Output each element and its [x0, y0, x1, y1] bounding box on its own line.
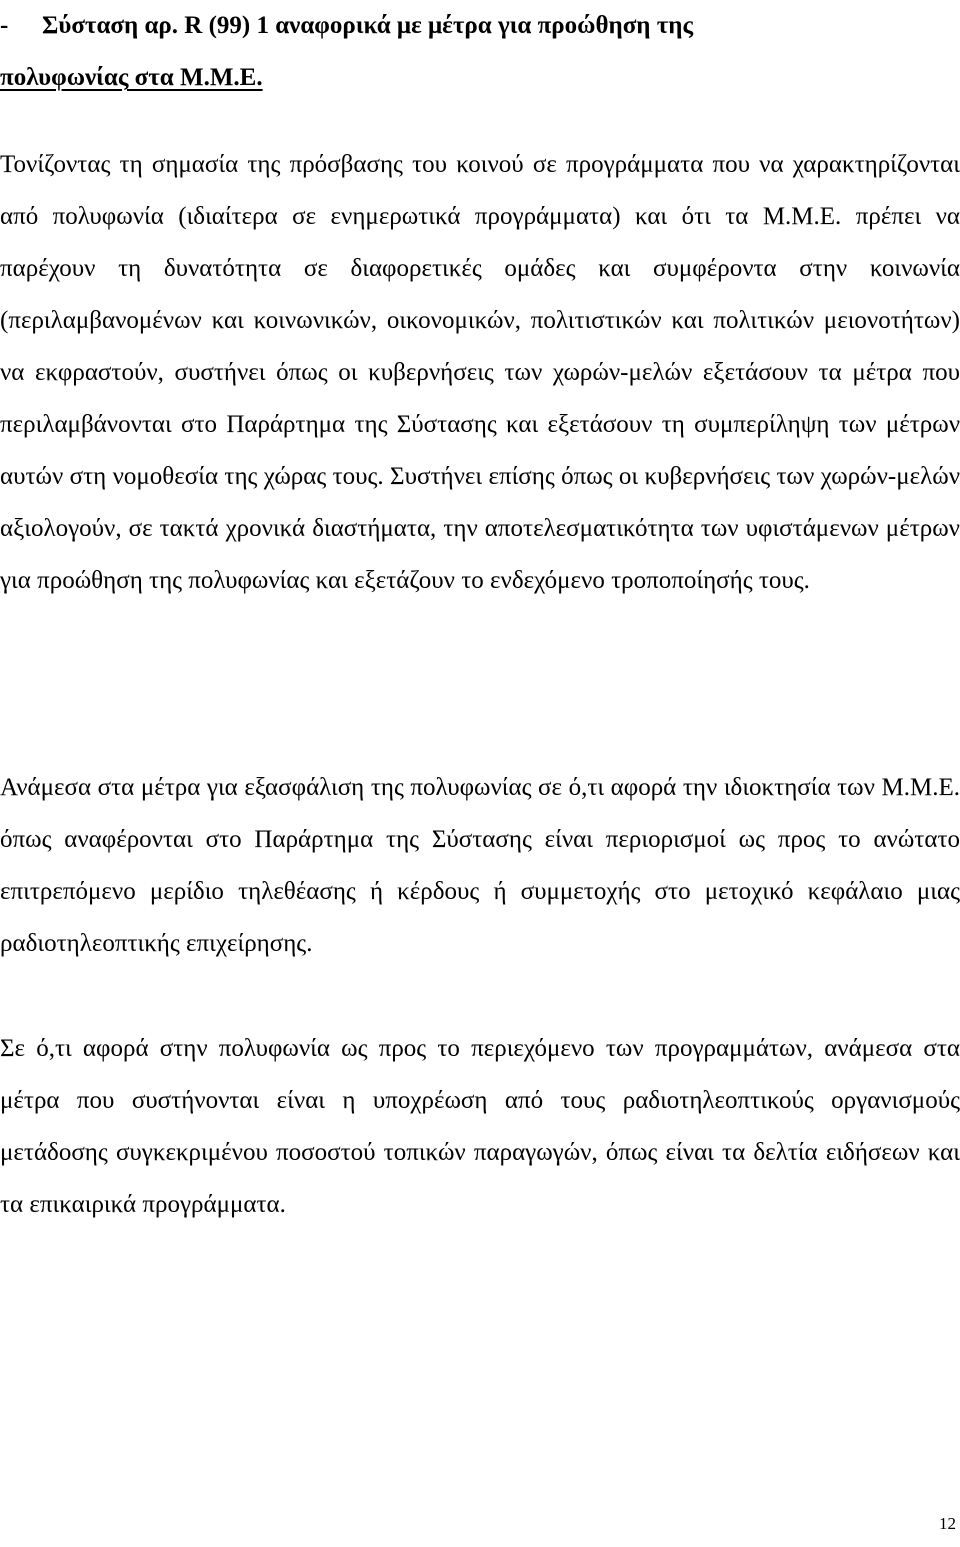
- paragraph-3: Σε ό,τι αφορά στην πολυφωνία ως προς το περιεχόμενο των προγραμμάτων, ανάμεσα στα μέτρα που συστήνονται είναι η υποχρέωση από τους ραδιοτηλεοπτικούς οργανισμούς μετάδοσης συγκεκριμένου ποσοστού τοπικών παραγωγών, όπως είναι τα δελτία ειδήσεων και τα επικαιρικά προγράμματα.: [0, 1035, 960, 1218]
- paragraph-2: Ανάμεσα στα μέτρα για εξασφάλιση της πολυφωνίας σε ό,τι αφορά την ιδιοκτησία των Μ.Μ.Ε. όπως αναφέρονται στο Παράρτημα της Σύστασης είναι περιορισμοί ως προς το ανώτατο επιτρεπόμενο μερίδιο τηλεθέασης ή κέρδους ή συμμετοχής στο μετοχικό κεφάλαιο μιας ραδιοτηλεοπτικής επιχείρησης.: [0, 774, 960, 957]
- heading-underlined-text: πολυφωνίας στα Μ.Μ.Ε.: [0, 64, 263, 91]
- section-heading: [0, 0, 960, 104]
- paragraph-1: Τονίζοντας τη σημασία της πρόσβασης του κοινού σε προγράμματα που να χαρακτηρίζονται από πολυφωνία (ιδιαίτερα σε ενημερωτικά προγράμματα) και ότι τα Μ.Μ.Ε. πρέπει να παρέχουν τη δυνατότητα σε διαφορετικές ομάδες και συμφέροντα στην κοινωνία (περιλαμβανομένων και κοινωνικών, οικονομικών, πολιτιστικών και πολιτικών μειονοτήτων) να εκφραστούν, συστήνει όπως οι κυβερνήσεις των χωρών-μελών εξετάσουν τα μέτρα που περιλαμβάνονται στο Παράρτημα της Σύστασης και εξετάσουν τη συμπερίληψη των μέτρων αυτών στη νομοθεσία της χώρας τους. Συστήνει επίσης όπως οι κυβερνήσεις των χωρών-μελών αξιολογούν, σε τακτά χρονικά διαστήματα, την αποτελεσματικότητα των υφιστάμενων μέτρων για προώθηση της πολυφωνίας και εξετάζουν το ενδεχόμενο τροποποίησής τους.: [0, 151, 960, 594]
- heading-text: Σύσταση αρ. R (99) 1 αναφορικά με μέτρα για προώθηση της: [42, 12, 694, 39]
- heading-bullet: -: [0, 12, 9, 39]
- page-number: 12: [939, 1514, 956, 1533]
